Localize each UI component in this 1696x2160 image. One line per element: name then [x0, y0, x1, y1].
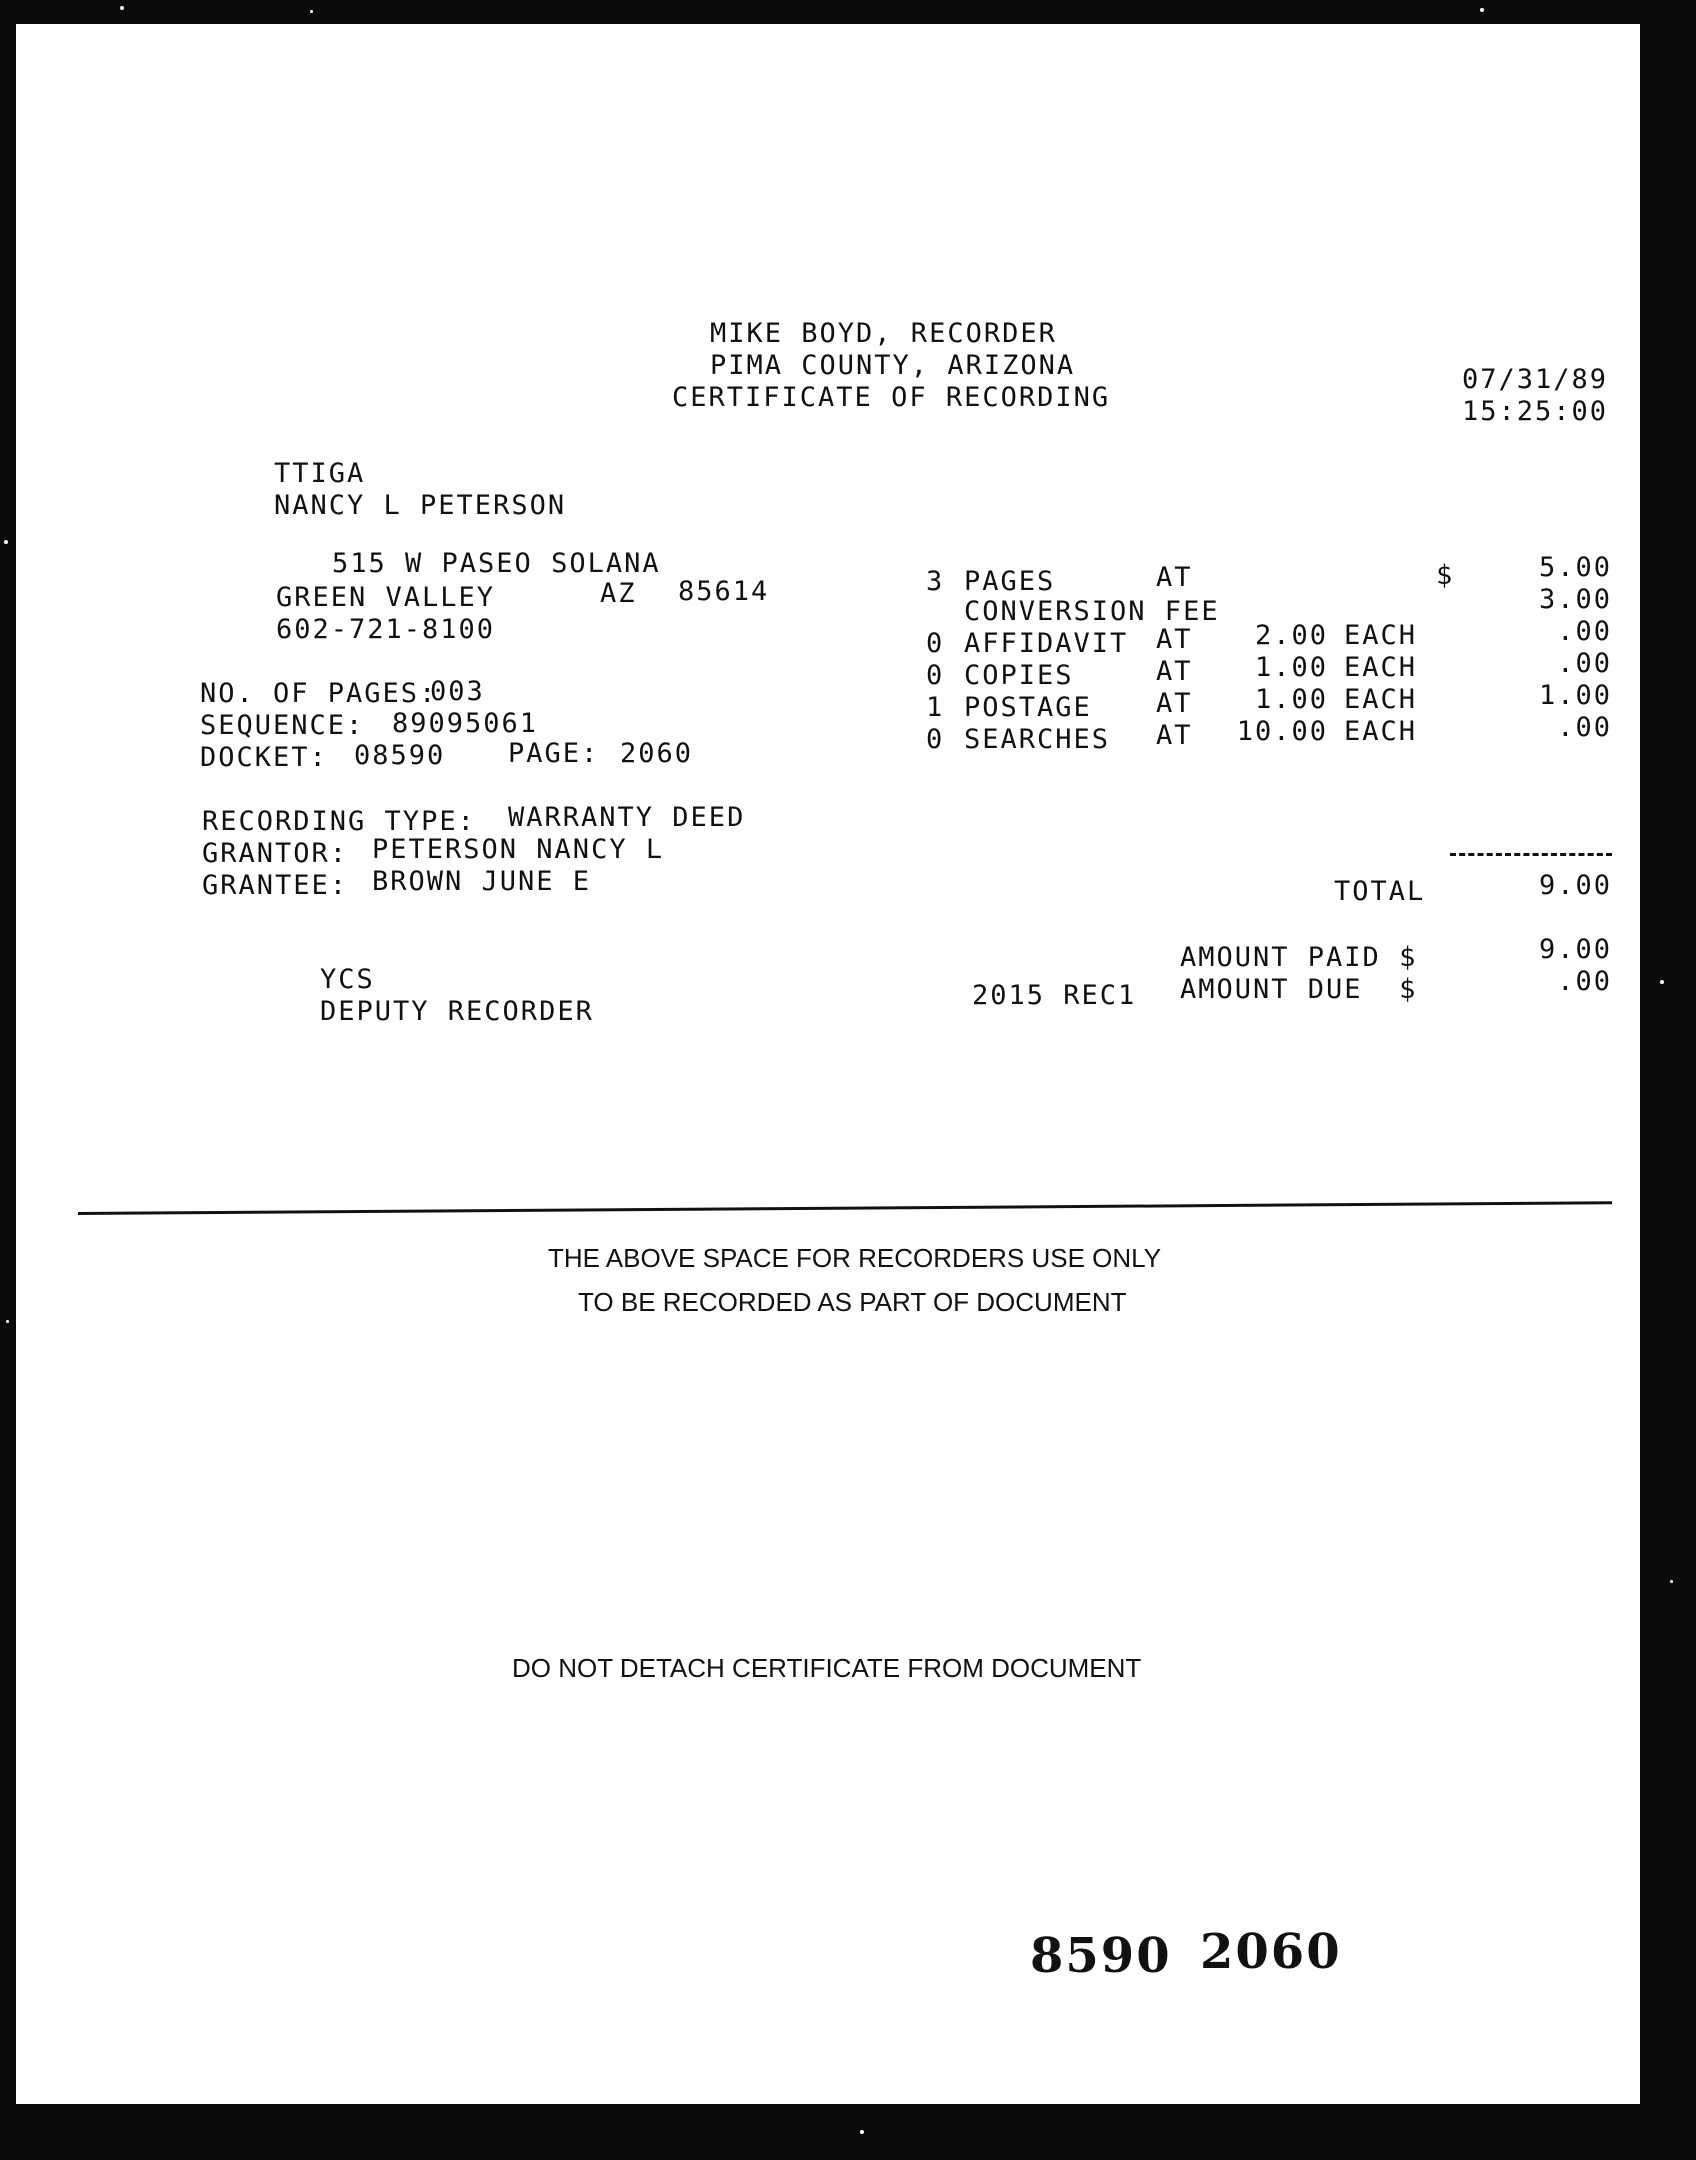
party-city: GREEN VALLEY	[276, 582, 496, 613]
sequence-value: 89095061	[392, 708, 539, 739]
total-value: 9.00	[1538, 870, 1612, 901]
grantee-label: GRANTEE:	[202, 870, 349, 901]
deputy-title: DEPUTY RECORDER	[320, 996, 594, 1027]
party-zip: 85614	[678, 576, 770, 607]
scan-speck	[1670, 1580, 1673, 1583]
scan-speck	[6, 1320, 9, 1323]
currency-symbol: $	[1436, 560, 1455, 591]
recorder-use-notice: THE ABOVE SPACE FOR RECORDERS USE ONLY	[548, 1243, 1162, 1273]
party-state: AZ	[600, 578, 637, 609]
page-label: PAGE:	[508, 738, 600, 769]
fee-rate: 2.00	[1254, 620, 1328, 651]
fee-rate: 1.00	[1254, 652, 1328, 683]
fee-qty: 1	[926, 692, 945, 723]
amount-due-label: AMOUNT DUE $	[1180, 974, 1418, 1005]
fee-item: AFFIDAVIT	[964, 628, 1129, 659]
fee-each: EACH	[1344, 620, 1418, 651]
total-label: TOTAL	[1334, 876, 1426, 907]
record-part-notice: TO BE RECORDED AS PART OF DOCUMENT	[578, 1287, 1127, 1317]
fee-rate: 10.00	[1236, 716, 1328, 747]
grantee-value: BROWN JUNE E	[372, 866, 592, 897]
party-phone: 602-721-8100	[276, 614, 496, 645]
recording-type-label: RECORDING TYPE:	[202, 806, 476, 837]
detach-warning: DO NOT DETACH CERTIFICATE FROM DOCUMENT	[512, 1653, 1142, 1683]
docket-value: 08590	[354, 740, 446, 771]
stamp-page: 2060	[1200, 1924, 1342, 1980]
fee-amount: 5.00	[1538, 552, 1612, 583]
fee-item: CONVERSION FEE	[964, 596, 1220, 627]
fee-qty: 0	[926, 628, 945, 659]
recorder-name: MIKE BOYD, RECORDER	[710, 318, 1057, 349]
scan-speck	[860, 2130, 864, 2134]
record-date: 07/31/89	[1461, 364, 1608, 395]
grantor-label: GRANTOR:	[202, 838, 349, 869]
receipt-number: 2015 REC1	[972, 980, 1137, 1011]
fee-each: EACH	[1344, 652, 1418, 683]
fee-item: COPIES	[964, 660, 1074, 691]
page-value: 2060	[620, 738, 694, 769]
amount-due-value: .00	[1557, 966, 1612, 997]
scan-speck	[120, 6, 124, 10]
fee-qty: 0	[926, 660, 945, 691]
fee-amount: 1.00	[1538, 680, 1612, 711]
fee-item: PAGES	[964, 566, 1056, 597]
fee-at: AT	[1156, 688, 1193, 719]
sequence-label: SEQUENCE:	[200, 710, 365, 741]
fee-amount: 3.00	[1538, 584, 1612, 615]
fee-each: EACH	[1344, 684, 1418, 715]
fee-amount: .00	[1557, 712, 1612, 743]
fee-qty: 3	[926, 566, 945, 597]
fee-item: POSTAGE	[964, 692, 1092, 723]
grantor-value: PETERSON NANCY L	[372, 834, 665, 865]
scan-speck	[1660, 980, 1664, 984]
party-name: NANCY L PETERSON	[274, 490, 567, 521]
fee-at: AT	[1156, 720, 1193, 751]
fee-qty: 0	[926, 724, 945, 755]
county-name: PIMA COUNTY, ARIZONA	[710, 350, 1076, 381]
total-divider	[1450, 853, 1612, 856]
stamp-docket: 8590	[1030, 1928, 1172, 1984]
amount-paid-label: AMOUNT PAID $	[1180, 942, 1418, 973]
fee-each: EACH	[1344, 716, 1418, 747]
pages-label: NO. OF PAGES:	[200, 678, 438, 709]
fee-at: AT	[1156, 624, 1193, 655]
fee-item: SEARCHES	[964, 724, 1111, 755]
record-time: 15:25:00	[1461, 396, 1608, 427]
amount-paid-value: 9.00	[1538, 934, 1612, 965]
docket-label: DOCKET:	[200, 742, 328, 773]
scan-speck	[1480, 8, 1484, 12]
fee-at: AT	[1156, 656, 1193, 687]
deputy-initials: YCS	[320, 964, 375, 995]
fee-amount: .00	[1557, 648, 1612, 679]
party-street: 515 W PASEO SOLANA	[332, 548, 661, 579]
fee-at: AT	[1156, 562, 1193, 593]
recording-type-value: WARRANTY DEED	[508, 802, 746, 833]
fee-rate: 1.00	[1254, 684, 1328, 715]
scan-speck	[4, 540, 8, 544]
pages-value: 003	[430, 676, 485, 707]
certificate-title: CERTIFICATE OF RECORDING	[672, 382, 1111, 413]
scan-speck	[310, 10, 313, 13]
party-code: TTIGA	[274, 458, 366, 489]
fee-amount: .00	[1557, 616, 1612, 647]
